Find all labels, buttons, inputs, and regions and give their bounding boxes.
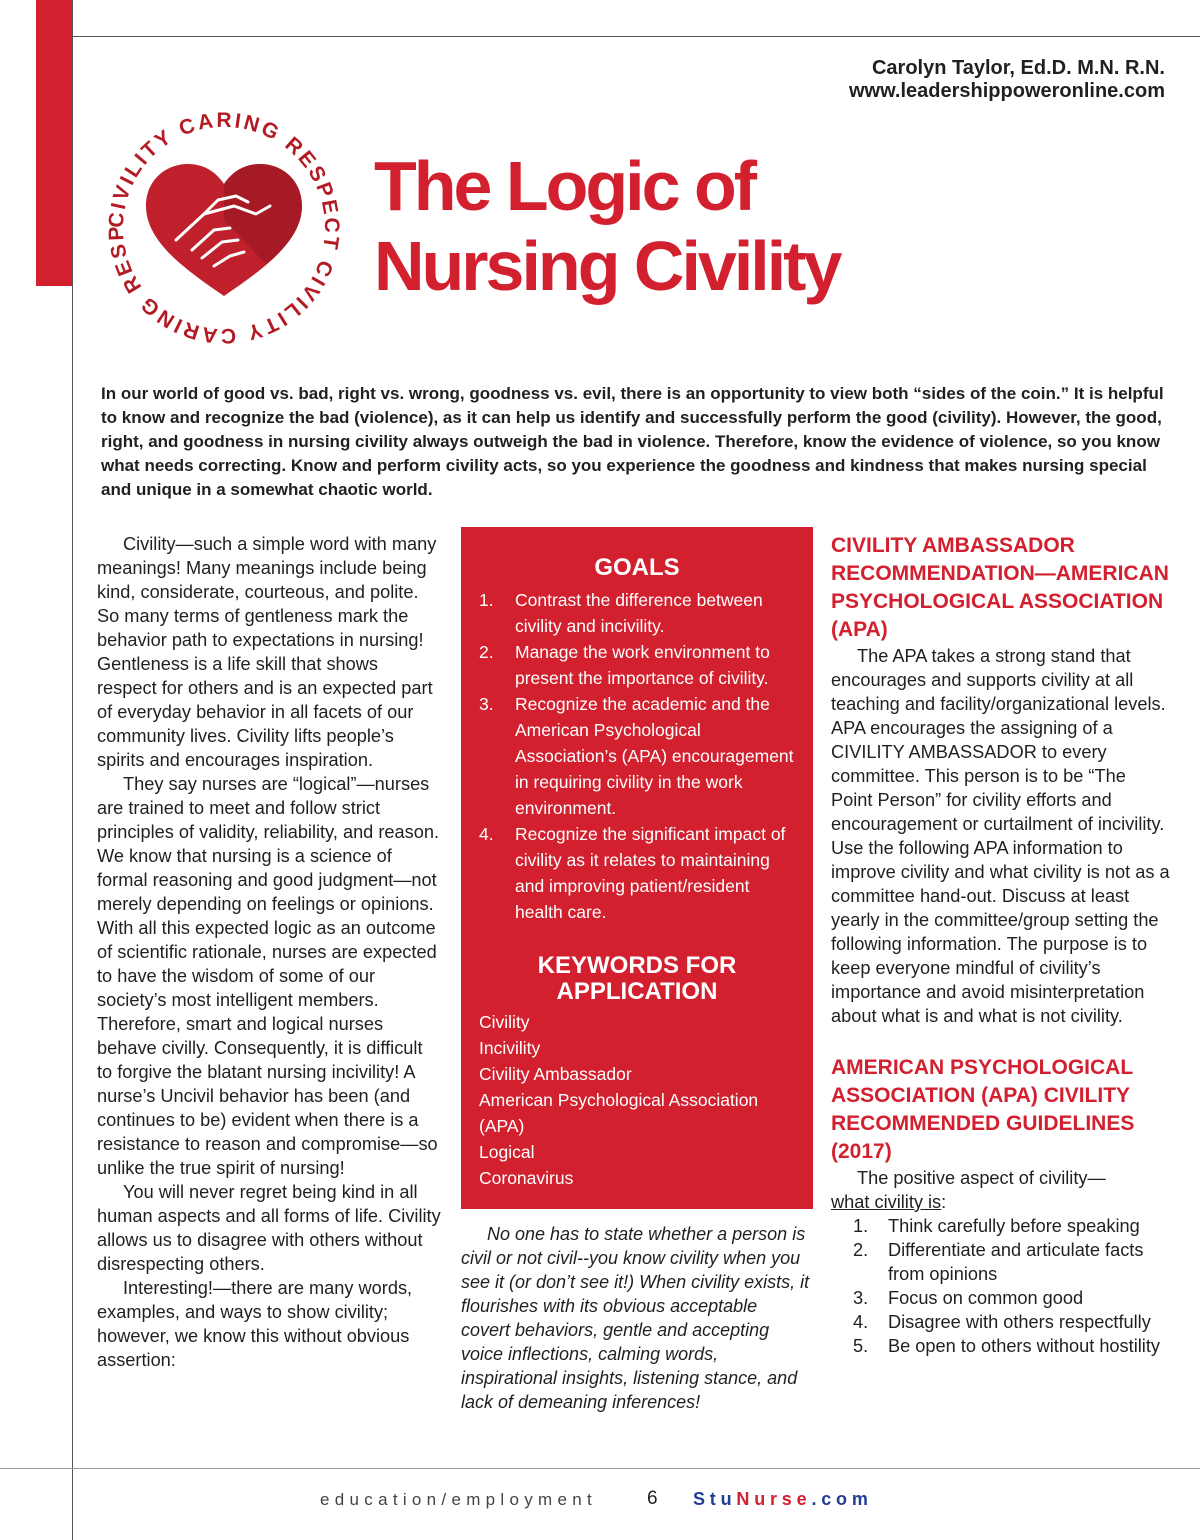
- logo-ring-text: CIVILITY CARING RESPECT CIVILITY CARING RESP: [106, 110, 342, 346]
- goals-list: [479, 587, 795, 925]
- footer-rule: [0, 1468, 1200, 1469]
- guideline-text: Disagree with others respectfully: [888, 1312, 1151, 1332]
- guideline-number: 2.: [853, 1240, 869, 1260]
- ambassador-paragraph: The APA takes a strong stand that encourages and supports civility at all teaching and facility/organizational levels. APA encourages the assigning of a CIVILITY AMBASSADOR to every committee. This person is to be “The Point Person” for civility efforts and encouragement or curtailment of incivility. Use the following APA information to improve civility and what civility is not as a committee hand-out. Discuss at least yearly in the committee/group setting the following information. The purpose is to keep everyone mindful of civility’s importance and avoid misinterpretation about what is and what is not civility.: [831, 646, 1170, 1026]
- guideline-text: Differentiate and articulate facts from opinions: [888, 1240, 1144, 1284]
- goal-text: Manage the work environment to present the importance of civility.: [515, 642, 770, 688]
- body-paragraph: You will never regret being kind in all human aspects and all forms of life. Civility allows us to disagree with others without disrespecting others.: [97, 1182, 441, 1274]
- author-website[interactable]: www.leadershippoweronline.com: [849, 80, 1165, 102]
- goal-text: Contrast the difference between civility and incivility.: [515, 590, 763, 636]
- guideline-item: [831, 1310, 1171, 1334]
- goal-text: Recognize the significant impact of civility as it relates to maintaining and improving patient/resident health care.: [515, 824, 786, 922]
- body-column-1: [97, 532, 442, 1372]
- section-heading-guidelines: AMERICAN PSYCHOLOGICAL ASSOCIATION (APA) CIVILITY RECOMMENDED GUIDELINES (2017): [831, 1056, 1135, 1163]
- guideline-number: 3.: [853, 1288, 869, 1308]
- guideline-item: [831, 1214, 1171, 1238]
- footer-brand[interactable]: [693, 1489, 873, 1510]
- goal-number: 4.: [479, 824, 494, 844]
- goal-item: [479, 587, 795, 639]
- goal-number: 2.: [479, 642, 494, 662]
- guideline-number: 1.: [853, 1216, 869, 1236]
- keyword-item: Civility: [479, 1012, 530, 1032]
- guideline-item: [831, 1334, 1171, 1358]
- goal-number: 1.: [479, 590, 494, 610]
- page-footer: [0, 1488, 1200, 1516]
- goal-item: [479, 691, 795, 821]
- section-heading-ambassador: CIVILITY AMBASSADOR RECOMMENDATION—AMERICAN PSYCHOLOGICAL ASSOCIATION (APA): [831, 534, 1169, 641]
- keyword-item: Coronavirus: [479, 1168, 574, 1188]
- byline: [849, 57, 1165, 103]
- footer-section-label: education/employment: [320, 1490, 598, 1509]
- guideline-text: Focus on common good: [888, 1288, 1084, 1308]
- author-name: Carolyn Taylor, Ed.D. M.N. R.N.: [871, 57, 1165, 79]
- pull-quote-text: No one has to state whether a person is civil or not civil--you know civility when you see it (or don’t see it!) When civility exists, it flourishes with its obvious acceptable covert behaviors, gentle and accepting voice inflections, calming words, inspirational insights, listening stance, and lack of demeaning inferences!: [461, 1224, 810, 1412]
- page-margin-line: [72, 0, 73, 1540]
- guideline-number: 4.: [853, 1312, 869, 1332]
- body-paragraph: Civility—such a simple word with many meanings! Many meanings include being kind, considerate, courteous, and polite. So many terms of gentleness mark the behavior path to expectations in nursing! Gentleness is a life skill that shows respect for others and is an expected part of everyday behavior in all facets of our community lives. Civility lifts people’s spirits and encourages inspiration.: [97, 534, 437, 770]
- header-rule: [72, 36, 1200, 37]
- guidelines-lead-underlined: what civility is: [831, 1192, 942, 1212]
- guideline-number: 5.: [853, 1336, 869, 1356]
- guidelines-lead-text: The positive aspect of civility—: [857, 1168, 1106, 1188]
- guidelines-lead-colon: :: [941, 1192, 947, 1212]
- red-accent-tab: [36, 0, 72, 286]
- goal-text: Recognize the academic and the American Psychological Association’s (APA) encouragement in requiring civility in the work environment.: [515, 694, 794, 818]
- guideline-item: [831, 1238, 1171, 1286]
- brand-nurse: Nurse: [736, 1489, 812, 1509]
- body-column-3: [831, 532, 1171, 1358]
- title-line-2: Nursing Civility: [374, 227, 840, 305]
- title-line-1: The Logic of: [374, 147, 755, 225]
- brand-com: .com: [811, 1489, 873, 1509]
- civility-logo: [106, 110, 342, 346]
- brand-stu: Stu: [693, 1489, 737, 1509]
- body-paragraph: Interesting!—there are many words, examples, and ways to show civility; however, we know this without obvious assertion:: [97, 1278, 413, 1370]
- guideline-text: Think carefully before speaking: [888, 1216, 1140, 1236]
- goals-heading: GOALS: [594, 554, 680, 581]
- intro-paragraph: [101, 382, 1176, 502]
- keywords-heading: KEYWORDS FOR APPLICATION: [537, 952, 737, 1005]
- page-number: 6: [647, 1488, 658, 1509]
- article-title: [374, 146, 839, 306]
- goal-number: 3.: [479, 694, 494, 714]
- guidelines-lead: [831, 1166, 1171, 1214]
- keyword-item: American Psychological Association (APA): [479, 1090, 759, 1136]
- keywords-list: [479, 1009, 795, 1191]
- guideline-item: [831, 1286, 1171, 1310]
- intro-text: In our world of good vs. bad, right vs. wrong, goodness vs. evil, there is an opportunity to view both “sides of the coin.” It is helpful to know and recognize the bad (violence), as it can help us identify and successfully perform the good (civility). However, the good, right, and goodness in nursing civility always outweigh the bad in violence. Therefore, know the evidence of violence, so you know what needs correcting. Know and perform civility acts, so you experience the goodness and kindness that makes nursing special and unique in a somewhat chaotic world.: [101, 384, 1164, 499]
- goal-item: [479, 639, 795, 691]
- heart-handshake-icon: [106, 110, 342, 346]
- goal-item: [479, 821, 795, 925]
- guidelines-list: [831, 1214, 1171, 1358]
- guideline-text: Be open to others without hostility: [888, 1336, 1160, 1356]
- keyword-item: Logical: [479, 1142, 535, 1162]
- keyword-item: Incivility: [479, 1038, 541, 1058]
- goals-sidebar: [461, 527, 813, 1209]
- body-paragraph: They say nurses are “logical”—nurses are trained to meet and follow strict principles of validity, reliability, and reason. We know that nursing is a science of formal reasoning and good judgment—not merely depending on feelings or opinions. With all this expected logic as an outcome of scientific rationale, nurses are expected to have the wisdom of some of our society’s most intelligent members. Therefore, smart and logical nurses behave civilly. Consequently, it is difficult to forgive the blatant nursing incivility! A nurse’s Uncivil behavior has been (and continues to be) evident when there is a resistance to reason and compromise—so unlike the true spirit of nursing!: [97, 774, 440, 1178]
- keyword-item: Civility Ambassador: [479, 1064, 632, 1084]
- pull-quote: [461, 1222, 811, 1414]
